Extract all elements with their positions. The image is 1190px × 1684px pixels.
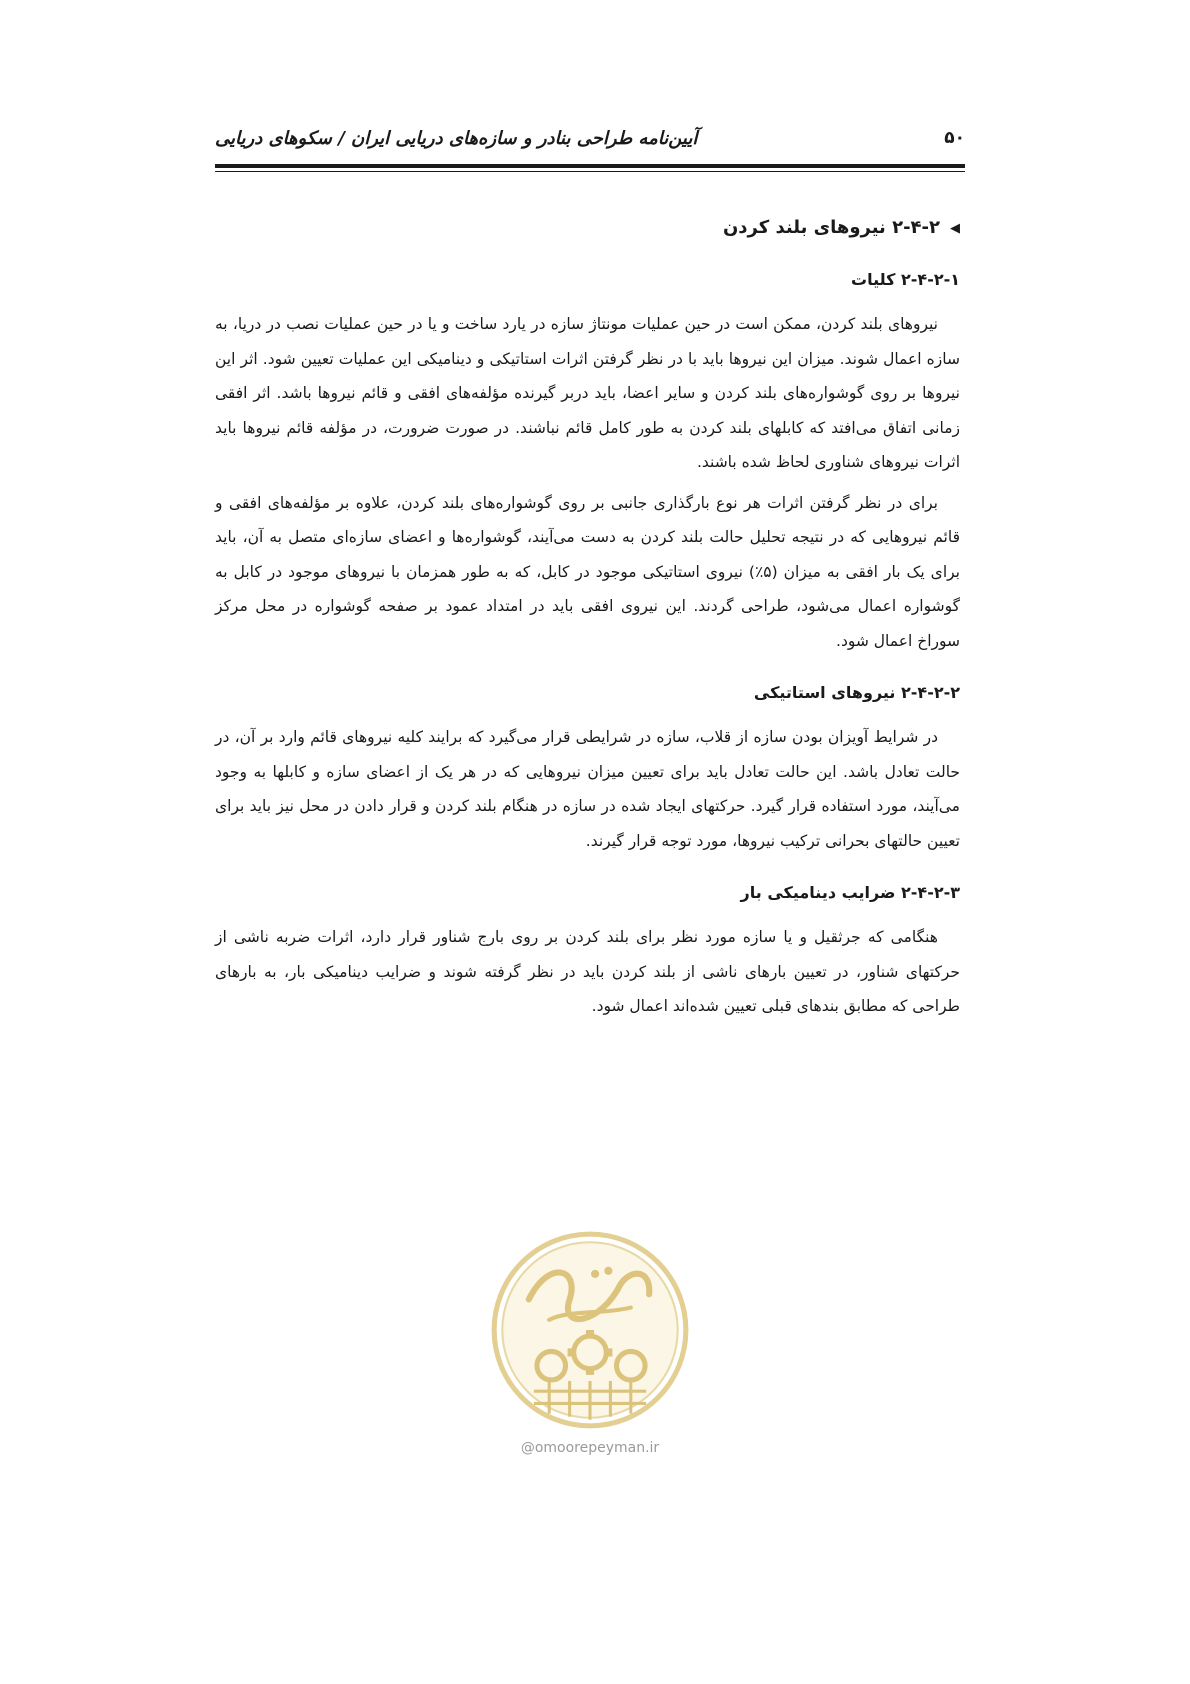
running-header-title: آیین‌نامه طراحی بنادر و سازه‌های دریایی ایران / سکوهای دریایی <box>215 128 698 149</box>
paragraph: در شرایط آویزان بودن سازه از قلاب، سازه در شرایطی قرار می‌گیرد که برایند کلیه نیروهای قائم وارد بر آن، در حالت تعادل باشد. این حالت تعادل باید برای تعیین میزان نیروهایی که در هر یک از اعضای سازه و کابلها به وجود می‌آیند، مورد استفاده قرار گیرد. حرکتهای ایجاد شده در سازه در هنگام بلند کردن و قرار دادن در محل نیز باید برای تعیین حالتهای بحرانی ترکیب نیروها، مورد توجه قرار گیرند. <box>215 728 960 850</box>
paragraph: هنگامی که جرثقیل و یا سازه مورد نظر برای بلند کردن بر روی بارج شناور قرار دارد، اثرات ضربه ناشی از حرکتهای شناور، در تعیین بارهای ناشی از بلند کردن باید در نظر گرفته شوند و ضرایب دینامیکی بار، به بارهای طراحی که مطابق بندهای قبلی تعیین شده‌اند اعمال شود. <box>215 928 960 1015</box>
subsection-heading-static-forces: ۲-۴-۲-۲ نیروهای استاتیکی <box>753 683 960 702</box>
watermark-url: @omoorepeyman.ir <box>520 1440 660 1456</box>
paragraph: برای در نظر گرفتن اثرات هر نوع بارگذاری جانبی بر روی گوشواره‌های بلند کردن، علاوه بر مؤلفه‌های افقی و قائم نیروهایی که در نتیجه تحلیل حالت بلند کردن به دست می‌آیند، گوشواره‌ها و اعضای سازه‌ای متصل به آن، باید برای یک بار افقی به میزان (۵٪) نیروی استاتیکی موجود در کابل، که به طور همزمان با نیروهای موجود در کابل به گوشواره اعمال می‌شود، طراحی گردند. این نیروی افقی باید در امتداد عمود بر صفحه گوشواره در محل مرکز سوراخ اعمال شود. <box>215 493 960 650</box>
page-number: ۵۰ <box>944 128 965 148</box>
page-body <box>215 215 960 1024</box>
section-heading <box>215 215 960 241</box>
header-rule-thick <box>215 164 965 168</box>
paragraph: نیروهای بلند کردن، ممکن است در حین عملیات مونتاژ سازه در یارد ساخت و یا در حین عملیات نصب در دریا، به سازه اعمال شوند. میزان این نیروها باید با در نظر گرفتن اثرات استاتیکی و دینامیکی این عملیات تعیین شود. اثر این نیروها بر روی گوشواره‌های بلند کردن و سایر اعضا، باید دربر گیرنده مؤلفه‌های افقی و قائم نیروها باشد. اثر افقی زمانی اتفاق می‌افتد که کابلهای بلند کردن به طور کامل قائم نباشند. در صورت ضرورت، در مؤلفه قائم نیروها باید اثرات نیروهای شناوری لحاظ شده باشند. <box>215 315 960 471</box>
subsection-heading-general: ۲-۴-۲-۱ کلیات <box>850 270 960 289</box>
watermark-logo <box>488 1228 692 1432</box>
subsection-heading-dynamic-factors: ۲-۴-۲-۳ ضرایب دینامیکی بار <box>740 883 960 902</box>
running-header <box>215 128 965 160</box>
section-heading-text: ۲-۴-۲ نیروهای بلند کردن <box>722 217 940 238</box>
triangle-left-icon: ◀ <box>950 220 960 236</box>
header-rule-thin <box>215 171 965 172</box>
